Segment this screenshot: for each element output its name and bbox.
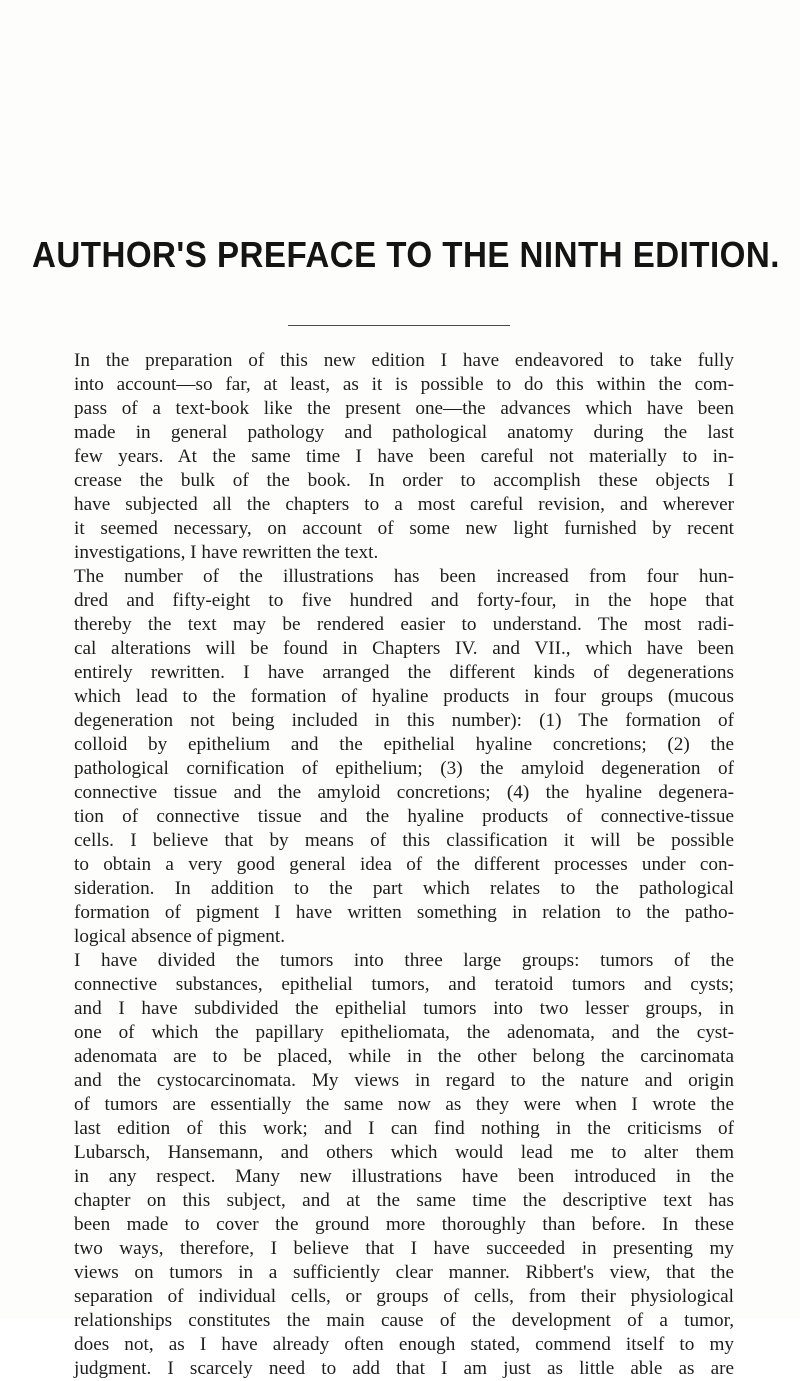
text-line: pass of a text-book like the present one—the advances which have been xyxy=(74,398,734,419)
text-line: connective substances, epithelial tumors, and teratoid tumors and cysts; xyxy=(74,974,734,995)
text-line: judgment. I scarcely need to add that I am just as little able as are xyxy=(74,1358,734,1379)
text-line: In the preparation of this new edition I have endeavored to take fully xyxy=(74,350,734,371)
text-line: cal alterations will be found in Chapters IV. and VII., which have been xyxy=(74,638,734,659)
text-line: separation of individual cells, or groups of cells, from their physiological xyxy=(74,1286,734,1307)
text-line: entirely rewritten. I have arranged the different kinds of degenerations xyxy=(74,662,734,683)
text-line: sideration. In addition to the part which relates to the pathological xyxy=(74,878,734,899)
text-line: cells. I believe that by means of this classification it will be possible xyxy=(74,830,734,851)
text-line: into account—so far, at least, as it is possible to do this within the com- xyxy=(74,374,734,395)
text-line: made in general pathology and pathological anatomy during the last xyxy=(74,422,734,443)
text-line: few years. At the same time I have been careful not materially to in- xyxy=(74,446,734,467)
text-line: degeneration not being included in this number): (1) The formation of xyxy=(74,710,734,731)
text-line: and I have subdivided the epithelial tumors into two lesser groups, in xyxy=(74,998,734,1019)
text-line: have subjected all the chapters to a most careful revision, and wherever xyxy=(74,494,734,515)
preface-body xyxy=(74,349,734,1381)
text-line: thereby the text may be rendered easier to understand. The most radi- xyxy=(74,614,734,635)
text-line: of tumors are essentially the same now as they were when I wrote the xyxy=(74,1094,734,1115)
text-line: been made to cover the ground more thoroughly than before. In these xyxy=(74,1214,734,1235)
text-line: one of which the papillary epitheliomata, the adenomata, and the cyst- xyxy=(74,1022,734,1043)
text-line: it seemed necessary, on account of some new light furnished by recent xyxy=(74,518,734,539)
text-line: last edition of this work; and I can find nothing in the criticisms of xyxy=(74,1118,734,1139)
text-line: two ways, therefore, I believe that I have succeeded in presenting my xyxy=(74,1238,734,1259)
text-line: to obtain a very good general idea of the different processes under con- xyxy=(74,854,734,875)
text-line: formation of pigment I have written something in relation to the patho- xyxy=(74,902,734,923)
text-line: logical absence of pigment. xyxy=(74,926,285,947)
text-line: in any respect. Many new illustrations have been introduced in the xyxy=(74,1166,734,1187)
text-line: connective tissue and the amyloid concretions; (4) the hyaline degenera- xyxy=(74,782,734,803)
text-line: Lubarsch, Hansemann, and others which would lead me to alter them xyxy=(74,1142,734,1163)
text-line: views on tumors in a sufficiently clear manner. Ribbert's view, that the xyxy=(74,1262,734,1283)
heading-divider xyxy=(288,325,510,326)
text-line: I have divided the tumors into three large groups: tumors of the xyxy=(74,950,734,971)
text-line: relationships constitutes the main cause of the development of a tumor, xyxy=(74,1310,734,1331)
text-line: The number of the illustrations has been increased from four hun- xyxy=(74,566,734,587)
text-line: pathological cornification of epithelium; (3) the amyloid degeneration of xyxy=(74,758,734,779)
text-line: and the cystocarcinomata. My views in regard to the nature and origin xyxy=(74,1070,734,1091)
text-line: does not, as I have already often enough stated, commend itself to my xyxy=(74,1334,734,1355)
preface-heading: AUTHOR'S PREFACE TO THE NINTH EDITION. xyxy=(32,234,780,275)
text-line: tion of connective tissue and the hyaline products of connective-tissue xyxy=(74,806,734,827)
text-line: crease the bulk of the book. In order to accomplish these objects I xyxy=(74,470,734,491)
text-line: chapter on this subject, and at the same time the descriptive text has xyxy=(74,1190,734,1211)
text-line: investigations, I have rewritten the text. xyxy=(74,542,379,563)
text-line: adenomata are to be placed, while in the other belong the carcinomata xyxy=(74,1046,734,1067)
text-line: which lead to the formation of hyaline products in four groups (mucous xyxy=(74,686,734,707)
text-line: dred and fifty-eight to five hundred and forty-four, in the hope that xyxy=(74,590,734,611)
text-line: colloid by epithelium and the epithelial hyaline concretions; (2) the xyxy=(74,734,734,755)
